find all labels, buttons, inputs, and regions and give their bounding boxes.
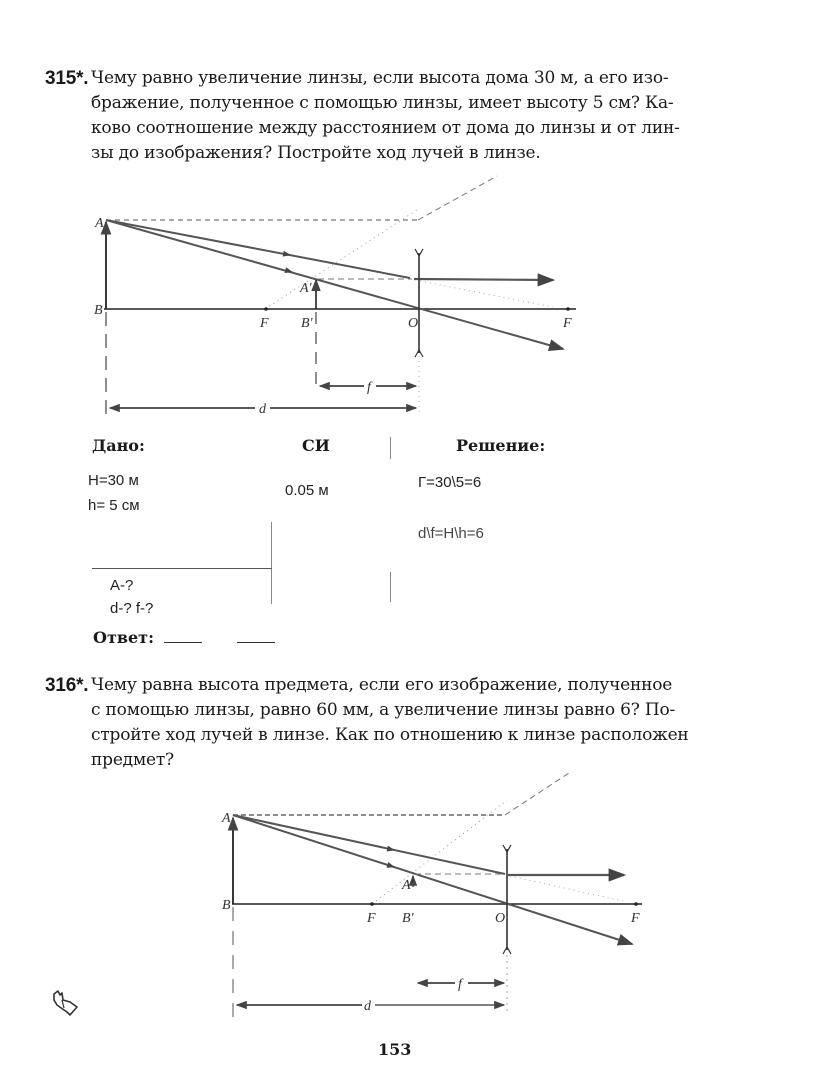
label-f: f [367, 380, 371, 395]
unknown-A: A-? [110, 577, 134, 594]
problem-number: 316*. [45, 675, 89, 696]
unknown-d-f: d-? f-? [110, 600, 154, 617]
problem-text-line: ково соотношение между расстоянием от дома до линзы и от лин- [91, 118, 680, 138]
pointing-hand-icon [52, 990, 80, 1020]
solution-title: Решение: [456, 436, 546, 455]
given-h: h= 5 см [88, 497, 140, 514]
page-number: 153 [378, 1040, 412, 1059]
label-O: O [408, 316, 419, 331]
si-title: СИ [302, 436, 330, 455]
label-d: d [364, 999, 371, 1014]
label-f: f [458, 977, 462, 992]
dashed-extension [505, 771, 572, 815]
si-value: 0.05 м [285, 482, 329, 499]
label-B-prime: B' [402, 911, 414, 926]
ray-2 [233, 815, 632, 944]
solution-step-1: Г=30\5=6 [418, 474, 482, 491]
problem-text-line: зы до изображения? Постройте ход лучей в линзе. [91, 143, 541, 163]
problem-text-line: Чему равно увеличение линзы, если высота дома 30 м, а его изо- [91, 68, 669, 88]
problem-text-line: с помощью линзы, равно 60 мм, а увеличение линзы равно 6? По- [91, 700, 676, 720]
problem-text-line: предмет? [91, 750, 174, 770]
label-F-right: F [631, 911, 640, 926]
label-B-prime: B' [301, 316, 313, 331]
problem-text-line: стройте ход лучей в линзе. Как по отношению к линзе расположен [91, 725, 689, 745]
label-F-left: F [367, 911, 376, 926]
label-d: d [259, 402, 266, 417]
given-title: Дано: [92, 436, 145, 455]
given-H: H=30 м [88, 472, 139, 489]
label-A: A [222, 811, 231, 826]
label-F-left: F [260, 316, 269, 331]
problem-number: 315*. [45, 68, 89, 89]
problem-text-line: бражение, полученное с помощью линзы, имеет высоту 5 см? Ка- [91, 93, 674, 113]
label-A-prime: A' [300, 281, 312, 296]
label-O: O [495, 911, 506, 926]
label-F-right: F [563, 316, 572, 331]
label-A: A [95, 216, 104, 231]
ray-1 [233, 815, 505, 874]
answer-text: Ответ: [93, 628, 154, 647]
solution-step-2: d\f=H\h=6 [418, 525, 484, 542]
label-A-prime: A' [402, 878, 414, 893]
problem-text-line: Чему равна высота предмета, если его изображение, полученное [91, 675, 673, 695]
dotted-continuation [510, 876, 623, 901]
dotted-focal-line [372, 800, 507, 904]
label-B: B [94, 303, 103, 318]
label-B: B [222, 898, 231, 913]
